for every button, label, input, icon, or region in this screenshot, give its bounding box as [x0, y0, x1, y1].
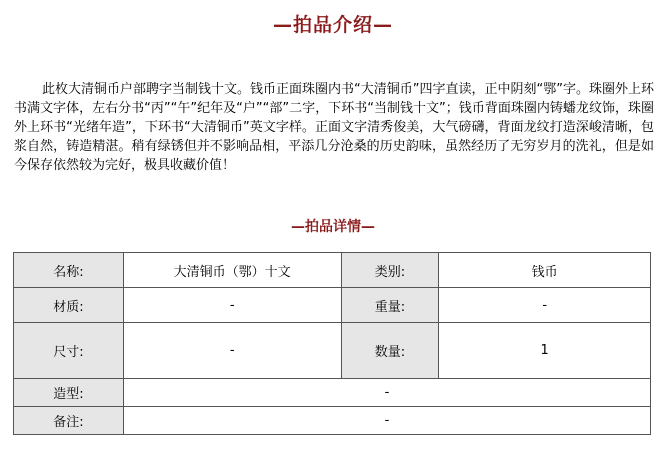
quantity-value: 1: [439, 323, 651, 379]
shape-value: -: [123, 379, 650, 407]
details-section-title: —拍品详情—: [291, 219, 375, 235]
table-row-remark: [14, 407, 651, 435]
table-row-size: [14, 323, 651, 379]
name-value: 大清铜币（鄂）十文: [123, 253, 341, 288]
material-value: -: [123, 288, 341, 323]
intro-paragraph: 此枚大清铜币户部聘字当制钱十文。钱币正面珠圈内书“大清铜币”四字直读，正中阴刻“鄂”字。珠圈外上环书满文字体，左右分书“丙”“午”纪年及“户”“部”二字，下环书“当制钱十文”；钱币背面珠圈内铸蟠龙纹饰，珠圈外上环书“光绪年造”，下环书“大清铜币”英文字样。正面文字清秀俊美，大气磅礴，背面龙纹打造深峻清晰，包浆自然，铸造精湛。稍有绿锈但并不影响品相，平添几分沧桑的历史韵味，虽然经历了无穷岁月的洗礼，但是如今保存依然较为完好，极具收藏价值！: [14, 82, 654, 173]
category-value: 钱币: [439, 253, 651, 288]
table-row-shape: [14, 379, 651, 407]
intro-section-title: —拍品介绍—: [272, 14, 393, 36]
table-row-material: [14, 288, 651, 323]
table-row-name: [14, 253, 651, 288]
category-label: 类别:: [341, 253, 439, 288]
size-label: 尺寸:: [14, 323, 124, 379]
remark-value: -: [123, 407, 650, 435]
remark-label: 备注:: [14, 407, 124, 435]
size-value: -: [123, 323, 341, 379]
weight-value: -: [439, 288, 651, 323]
quantity-label: 数量:: [341, 323, 439, 379]
shape-label: 造型:: [14, 379, 124, 407]
material-label: 材质:: [14, 288, 124, 323]
name-label: 名称:: [14, 253, 124, 288]
weight-label: 重量:: [341, 288, 439, 323]
details-table: [13, 252, 651, 435]
